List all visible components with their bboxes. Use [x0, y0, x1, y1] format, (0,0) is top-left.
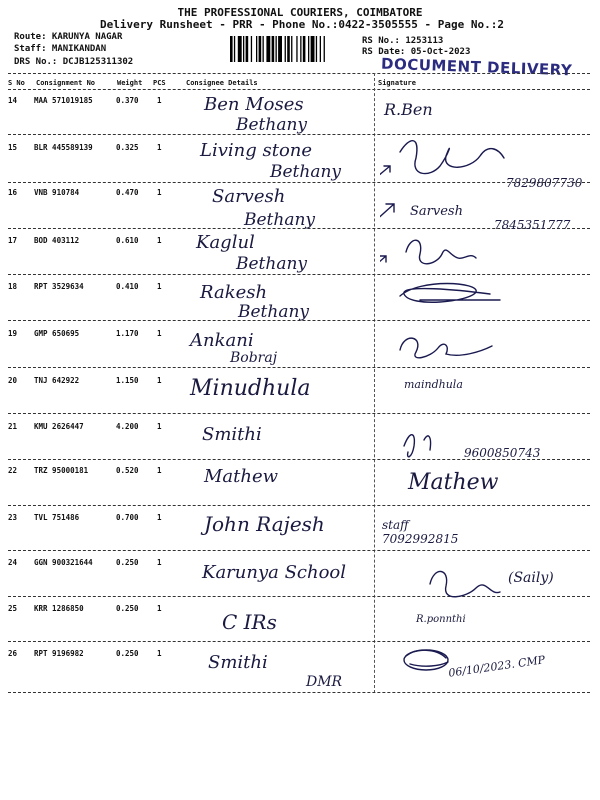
sno: 15: [8, 143, 18, 152]
consignment-no: VNB 910784: [34, 188, 80, 197]
pcs: 1: [157, 376, 162, 385]
signature-text: Sarvesh: [410, 204, 463, 219]
signature-scribble: [404, 435, 431, 457]
phone-note: 7829807730: [506, 176, 583, 190]
signature-text: staff: [382, 518, 409, 532]
pcs: 1: [157, 143, 162, 152]
sno: 19: [8, 329, 18, 338]
phone-note: 7845351777: [494, 218, 571, 232]
sno: 26: [8, 649, 18, 658]
signature-scribbles: [380, 96, 583, 676]
weight: 0.700: [116, 513, 139, 522]
pcs: 1: [157, 96, 162, 105]
weight: 4.200: [116, 422, 139, 431]
consignment-no: KRR 1286850: [34, 604, 84, 613]
runsheet-title: Delivery Runsheet - PRR - Phone No.:0422-3505555 - Page No.:2: [100, 18, 504, 31]
table-bottom-rule: [8, 692, 590, 693]
phone-note: 9600850743: [464, 446, 541, 460]
rs-date: RS Date: 05-Oct-2023: [362, 47, 471, 57]
pcs: 1: [157, 282, 162, 291]
pcs: 1: [157, 188, 162, 197]
consignment-no: RPT 9196982: [34, 649, 84, 658]
signature-text: R.Ben: [384, 100, 433, 119]
pcs: 1: [157, 558, 162, 567]
consignment-no: GMP 650695: [34, 329, 80, 338]
weight: 1.170: [116, 329, 139, 338]
arrow-mark: [380, 204, 394, 222]
signature-text: Mathew: [408, 470, 499, 495]
consignee-name: Kaglul: [196, 232, 255, 253]
consignee-name: Mathew: [204, 466, 279, 487]
table-top-rule: [8, 73, 590, 74]
weight: 1.150: [116, 376, 139, 385]
consignee-place: Bethany: [236, 254, 308, 274]
arrow-mark: [380, 256, 386, 270]
weight: 0.370: [116, 96, 139, 105]
weight: 0.410: [116, 282, 139, 291]
consignee-name: Ankani: [190, 330, 254, 351]
weight: 0.325: [116, 143, 139, 152]
signature-text: maindhula: [404, 378, 463, 391]
pcs: 1: [157, 604, 162, 613]
signature-scribble: [400, 141, 504, 174]
consignment-no: BOD 403112: [34, 236, 80, 245]
weight: 0.250: [116, 649, 139, 658]
phone-note: 7092992815: [382, 532, 459, 546]
consignee-name: John Rajesh: [204, 512, 325, 536]
consignment-no: GGN 900321644: [34, 558, 93, 567]
weight: 0.520: [116, 466, 139, 475]
sno: 23: [8, 513, 18, 522]
route-label: Route: KARUNYA NAGAR: [14, 32, 123, 42]
weight: 0.250: [116, 604, 139, 613]
sno: 16: [8, 188, 18, 197]
col-pcs: PCS: [153, 79, 166, 87]
signature-column-divider: [374, 73, 375, 693]
arrow-mark: [380, 166, 390, 176]
consignment-no: MAA 571019185: [34, 96, 93, 105]
signature-text: R.ponnthi: [416, 614, 466, 625]
sno: 14: [8, 96, 18, 105]
consignment-no: RPT 3529634: [34, 282, 84, 291]
consignee-name: Sarvesh: [212, 186, 286, 207]
consignee-name: Minudhula: [190, 376, 311, 401]
signature-scribble: [400, 338, 492, 358]
weight: 0.470: [116, 188, 139, 197]
col-consignee: Consignee Details: [186, 79, 258, 87]
consignment-no: TNJ 642922: [34, 376, 80, 385]
consignee-place: Bethany: [244, 210, 316, 230]
pcs: 1: [157, 649, 162, 658]
consignee-name: Ben Moses: [204, 94, 304, 115]
signature-text: (Saily): [508, 570, 554, 586]
consignee-place: Bethany: [238, 302, 310, 322]
consignee-place: Bethany: [270, 162, 342, 182]
staff-label: Staff: MANIKANDAN: [14, 44, 107, 54]
consignee-name: Smithi: [202, 424, 262, 445]
table-header-rule: [8, 89, 590, 90]
consignment-no: TRZ 95000181: [34, 466, 89, 475]
col-sno: S No: [8, 79, 25, 87]
col-consignment: Consignment No: [36, 79, 96, 87]
pcs: 1: [157, 513, 162, 522]
drs-number: DRS No.: DCJB125311302: [14, 57, 134, 67]
signature-date-note: 06/10/2023. CMP: [447, 653, 546, 680]
sno: 20: [8, 376, 18, 385]
consignment-no: TVL 751486: [34, 513, 80, 522]
pcs: 1: [157, 329, 162, 338]
pcs: 1: [157, 422, 162, 431]
sno: 17: [8, 236, 18, 245]
sno: 22: [8, 466, 18, 475]
col-weight: Weight: [117, 79, 143, 87]
document-delivery-stamp: DOCUMENT DELIVERY: [380, 54, 573, 80]
consignee-name: Rakesh: [200, 282, 268, 303]
signature-scribble: [400, 284, 500, 303]
consignee-name: Living stone: [200, 140, 313, 161]
consignee-place: Bethany: [236, 115, 308, 135]
sno: 25: [8, 604, 18, 613]
weight: 0.610: [116, 236, 139, 245]
consignee-place: DMR: [306, 674, 343, 690]
consignment-no: BLR 445589139: [34, 143, 93, 152]
consignee-place: Bobraj: [230, 350, 278, 366]
barcode: [230, 36, 357, 62]
consignee-name: Karunya School: [202, 562, 347, 583]
consignee-name: Smithi: [208, 652, 268, 673]
signature-scribble: [430, 571, 500, 596]
sno: 21: [8, 422, 18, 431]
weight: 0.250: [116, 558, 139, 567]
sno: 24: [8, 558, 18, 567]
consignment-no: KMU 2626447: [34, 422, 84, 431]
signature-scribble: [406, 240, 476, 264]
company-title: THE PROFESSIONAL COURIERS, COIMBATORE: [177, 6, 423, 19]
sno: 18: [8, 282, 18, 291]
pcs: 1: [157, 236, 162, 245]
consignee-name: C IRs: [222, 610, 277, 634]
pcs: 1: [157, 466, 162, 475]
col-signature: Signature: [378, 79, 416, 87]
rs-number: RS No.: 1253113: [362, 36, 444, 46]
